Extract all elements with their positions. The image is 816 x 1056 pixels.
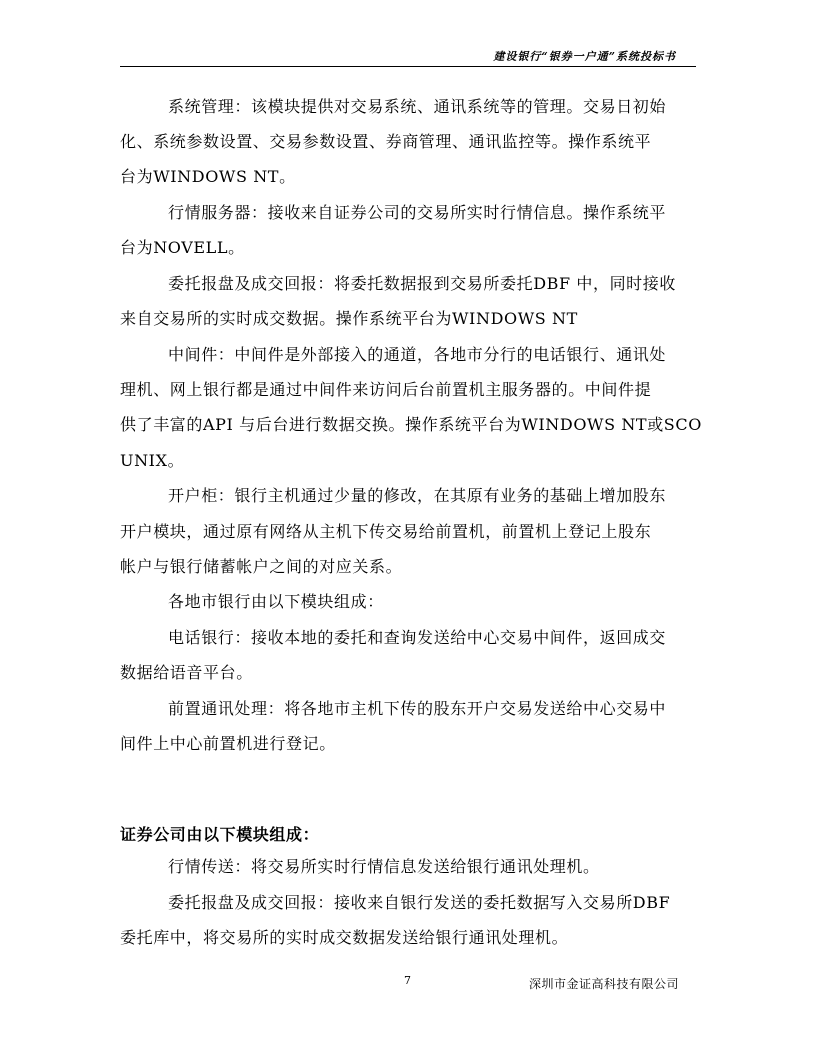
paragraph-line: 台为NOVELL。 [120,238,245,257]
header-title: 建设银行“银券一户通”系统投标书 [493,50,676,63]
paragraph-line: 间件上中心前置机进行登记。 [120,734,336,753]
paragraph-line: 台为WINDOWS NT。 [120,167,296,186]
section-heading: 证券公司由以下模块组成： [120,825,320,844]
paragraph-line: 电话银行：接收本地的委托和查询发送给中心交易中间件，返回成交 [168,628,667,647]
footer-company: 深圳市金证高科技有限公司 [529,977,680,991]
paragraph-line: 开户模块，通过原有网络从主机下传交易给前置机，前置机上登记上股东 [120,522,652,541]
paragraph-line: 行情服务器：接收来自证券公司的交易所实时行情信息。操作系统平 [168,203,667,222]
paragraph-line: 理机、网上银行都是通过中间件来访问后台前置机主服务器的。中间件提 [120,380,652,399]
paragraph-line: 各地市银行由以下模块组成： [168,592,384,611]
paragraph-line: 委托报盘及成交回报：将委托数据报到交易所委托DBF 中，同时接收 [168,274,676,293]
paragraph-line: 行情传送：将交易所实时行情信息发送给银行通讯处理机。 [168,857,600,876]
paragraph-line: 来自交易所的实时成交数据。操作系统平台为WINDOWS NT [120,309,578,328]
paragraph-line: 前置通讯处理：将各地市主机下传的股东开户交易发送给中心交易中 [168,699,667,718]
paragraph-line: UNIX。 [120,451,185,470]
page-header [120,44,696,67]
page-number: 7 [404,974,411,987]
paragraph-line: 委托报盘及成交回报：接收来自银行发送的委托数据写入交易所DBF [168,893,671,912]
paragraph-line: 供了丰富的API 与后台进行数据交换。操作系统平台为WINDOWS NT或SCO [120,415,702,434]
paragraph-line: 帐户与银行储蓄帐户之间的对应关系。 [120,557,403,576]
paragraph-line: 中间件：中间件是外部接入的通道，各地市分行的电话银行、通讯处 [168,345,667,364]
paragraph-line: 开户柜：银行主机通过少量的修改，在其原有业务的基础上增加股东 [168,486,667,505]
paragraph-line: 数据给语音平台。 [120,663,253,682]
paragraph-line: 化、系统参数设置、交易参数设置、券商管理、通讯监控等。操作系统平 [120,132,652,151]
paragraph-line: 系统管理：该模块提供对交易系统、通讯系统等的管理。交易日初始 [168,97,667,116]
paragraph-line: 委托库中，将交易所的实时成交数据发送给银行通讯处理机。 [120,928,569,947]
